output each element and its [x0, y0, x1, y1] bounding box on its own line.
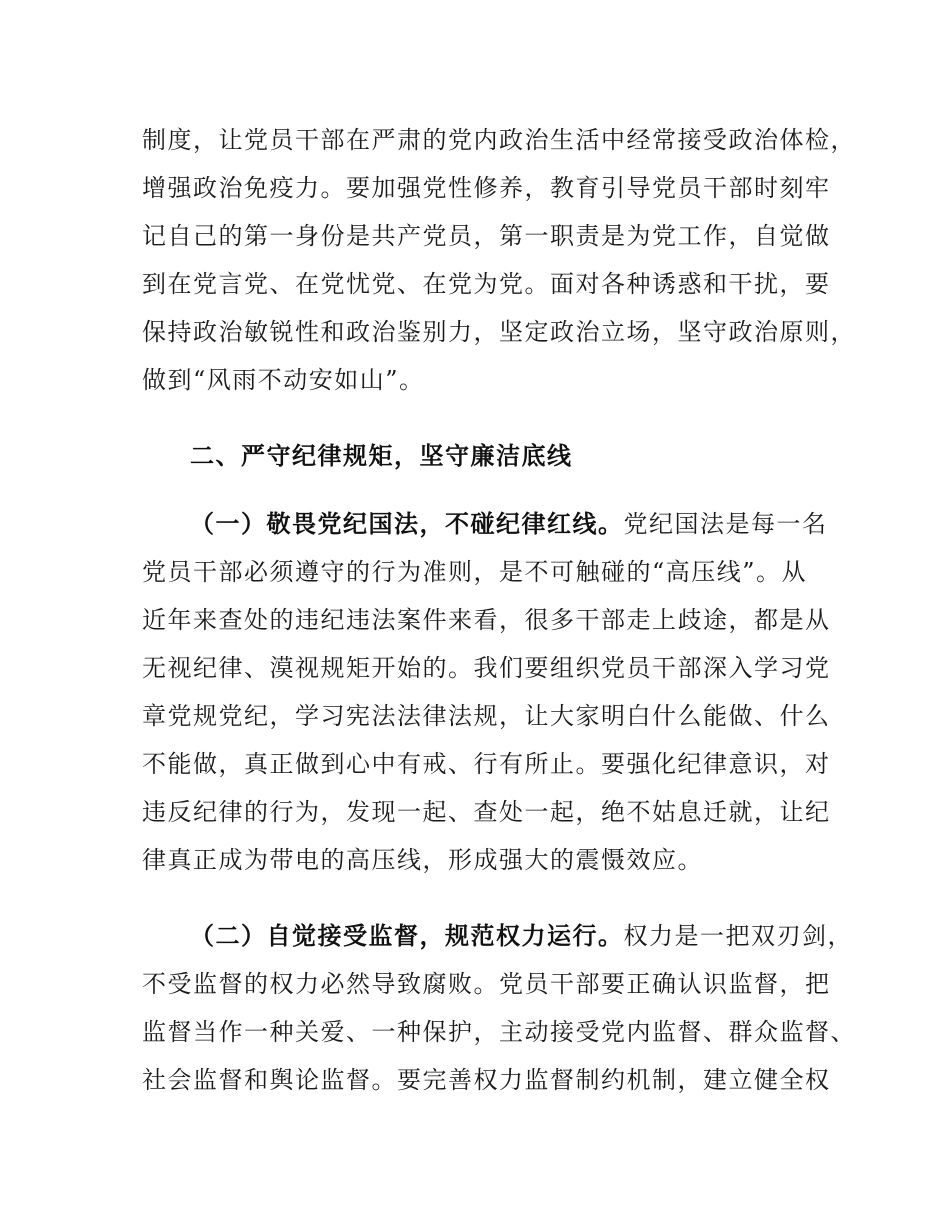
text-line: 违反纪律的行为，发现一起、查处一起，绝不姑息迁就，让纪 — [142, 798, 831, 826]
paragraph-supervision — [142, 912, 856, 1104]
text-line: 不受监督的权力必然导致腐败。党员干部要正确认识监督，把 — [142, 970, 831, 998]
text-run: 权力是一把双刃剑， — [623, 922, 853, 950]
text-line-first — [142, 500, 826, 548]
text-line: 律真正成为带电的高压线，形成强大的震慑效应。 — [142, 846, 703, 874]
subsection-heading: （一）敬畏党纪国法，不碰纪律红线。 — [190, 510, 624, 538]
text-run: 党纪国法是每一名 — [623, 510, 828, 538]
text-line: 章党规党纪，学习宪法法律法规，让大家明白什么能做、什么 — [142, 702, 831, 730]
text-line-first — [142, 912, 853, 960]
section-heading-block — [142, 432, 826, 480]
paragraph-respect-law — [142, 500, 831, 884]
text-line: 无视纪律、漠视规矩开始的。我们要组织党员干部深入学习党 — [142, 654, 831, 682]
text-line: 近年来查处的违纪违法案件来看，很多干部走上歧途，都是从 — [142, 606, 831, 634]
text-line: 制度，让党员干部在严肃的党内政治生活中经常接受政治体检， — [142, 126, 856, 154]
text-line: 党员干部必须遵守的行为准则，是不可触碰的“高压线”。从 — [142, 558, 808, 586]
subsection-heading: （二）自觉接受监督，规范权力运行。 — [190, 922, 624, 950]
text-line: 到在党言党、在党忧党、在党为党。面对各种诱惑和干扰，要 — [142, 270, 831, 298]
text-line: 保持政治敏锐性和政治鉴别力，坚定政治立场，坚守政治原则， — [142, 318, 856, 346]
text-line: 增强政治免疫力。要加强党性修养，教育引导党员干部时刻牢 — [142, 174, 831, 202]
text-line: 社会监督和舆论监督。要完善权力监督制约机制，建立健全权 — [142, 1066, 831, 1094]
text-line: 监督当作一种关爱、一种保护，主动接受党内监督、群众监督、 — [142, 1018, 856, 1046]
text-line: 记自己的第一身份是共产党员，第一职责是为党工作，自觉做 — [142, 222, 831, 250]
text-line: 不能做，真正做到心中有戒、行有所止。要强化纪律意识，对 — [142, 750, 831, 778]
text-line: 做到“风雨不动安如山”。 — [142, 366, 425, 394]
section-heading: 二、严守纪律规矩，坚守廉洁底线 — [190, 442, 573, 470]
paragraph-political-discipline — [142, 116, 856, 404]
